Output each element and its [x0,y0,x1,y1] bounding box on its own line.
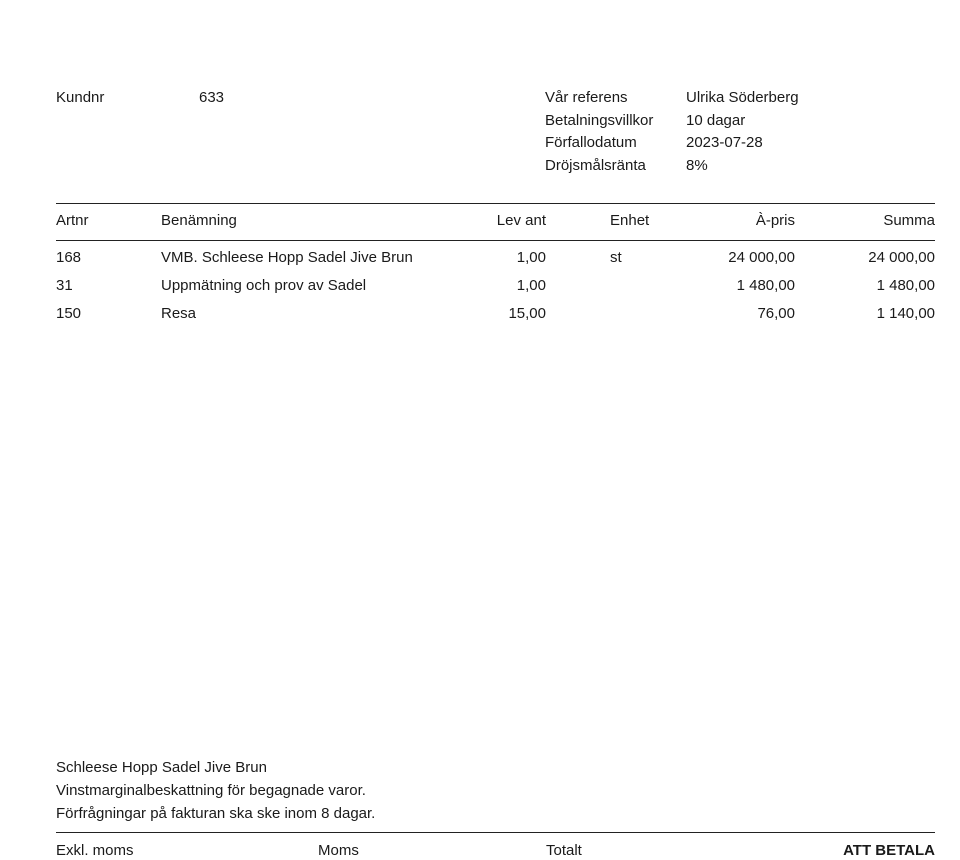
payment-terms-value: 10 dagar [686,112,746,129]
note-line: Schleese Hopp Sadel Jive Brun [56,759,267,776]
header-price: À-pris [755,212,795,229]
header-qty: Lev ant [496,212,546,229]
row-sum: 24 000,00 [868,249,935,266]
footer-to-pay: ATT BETALA [843,842,935,859]
footer-vat: Moms [318,842,359,859]
row-price: 24 000,00 [728,249,795,266]
customer-number-value: 633 [199,89,225,106]
row-price: 76,00 [757,305,795,322]
row-name: VMB. Schleese Hopp Sadel Jive Brun [161,249,413,266]
table-header-rule [56,240,935,241]
footer-total: Totalt [546,842,582,859]
row-sum: 1 140,00 [876,305,935,322]
table-top-rule [56,203,935,204]
header-artnr: Artnr [56,212,89,229]
row-qty: 1,00 [516,277,546,294]
due-date-value: 2023-07-28 [686,134,763,151]
late-interest-value: 8% [686,157,708,174]
header-name: Benämning [161,212,237,229]
footer-excl-vat: Exkl. moms [56,842,134,859]
late-interest-label: Dröjsmålsränta [545,157,646,174]
row-artnr: 31 [56,277,73,294]
note-line: Vinstmarginalbeskattning för begagnade varor. [56,782,366,799]
row-name: Resa [161,305,197,322]
our-reference-label: Vår referens [545,89,628,106]
header-unit: Enhet [610,212,650,229]
due-date-label: Förfallodatum [545,134,637,151]
row-qty: 1,00 [516,249,546,266]
header-sum: Summa [883,212,935,229]
customer-number-label: Kundnr [56,89,105,106]
payment-terms-label: Betalningsvillkor [545,112,654,129]
row-unit: st [610,249,622,266]
row-artnr: 168 [56,249,82,266]
row-artnr: 150 [56,305,82,322]
note-line: Förfrågningar på fakturan ska ske inom 8 dagar. [56,805,376,822]
row-name: Uppmätning och prov av Sadel [161,277,367,294]
footer-rule [56,832,935,833]
row-sum: 1 480,00 [876,277,935,294]
row-price: 1 480,00 [736,277,795,294]
our-reference-value: Ulrika Söderberg [686,89,799,106]
row-qty: 15,00 [508,305,546,322]
